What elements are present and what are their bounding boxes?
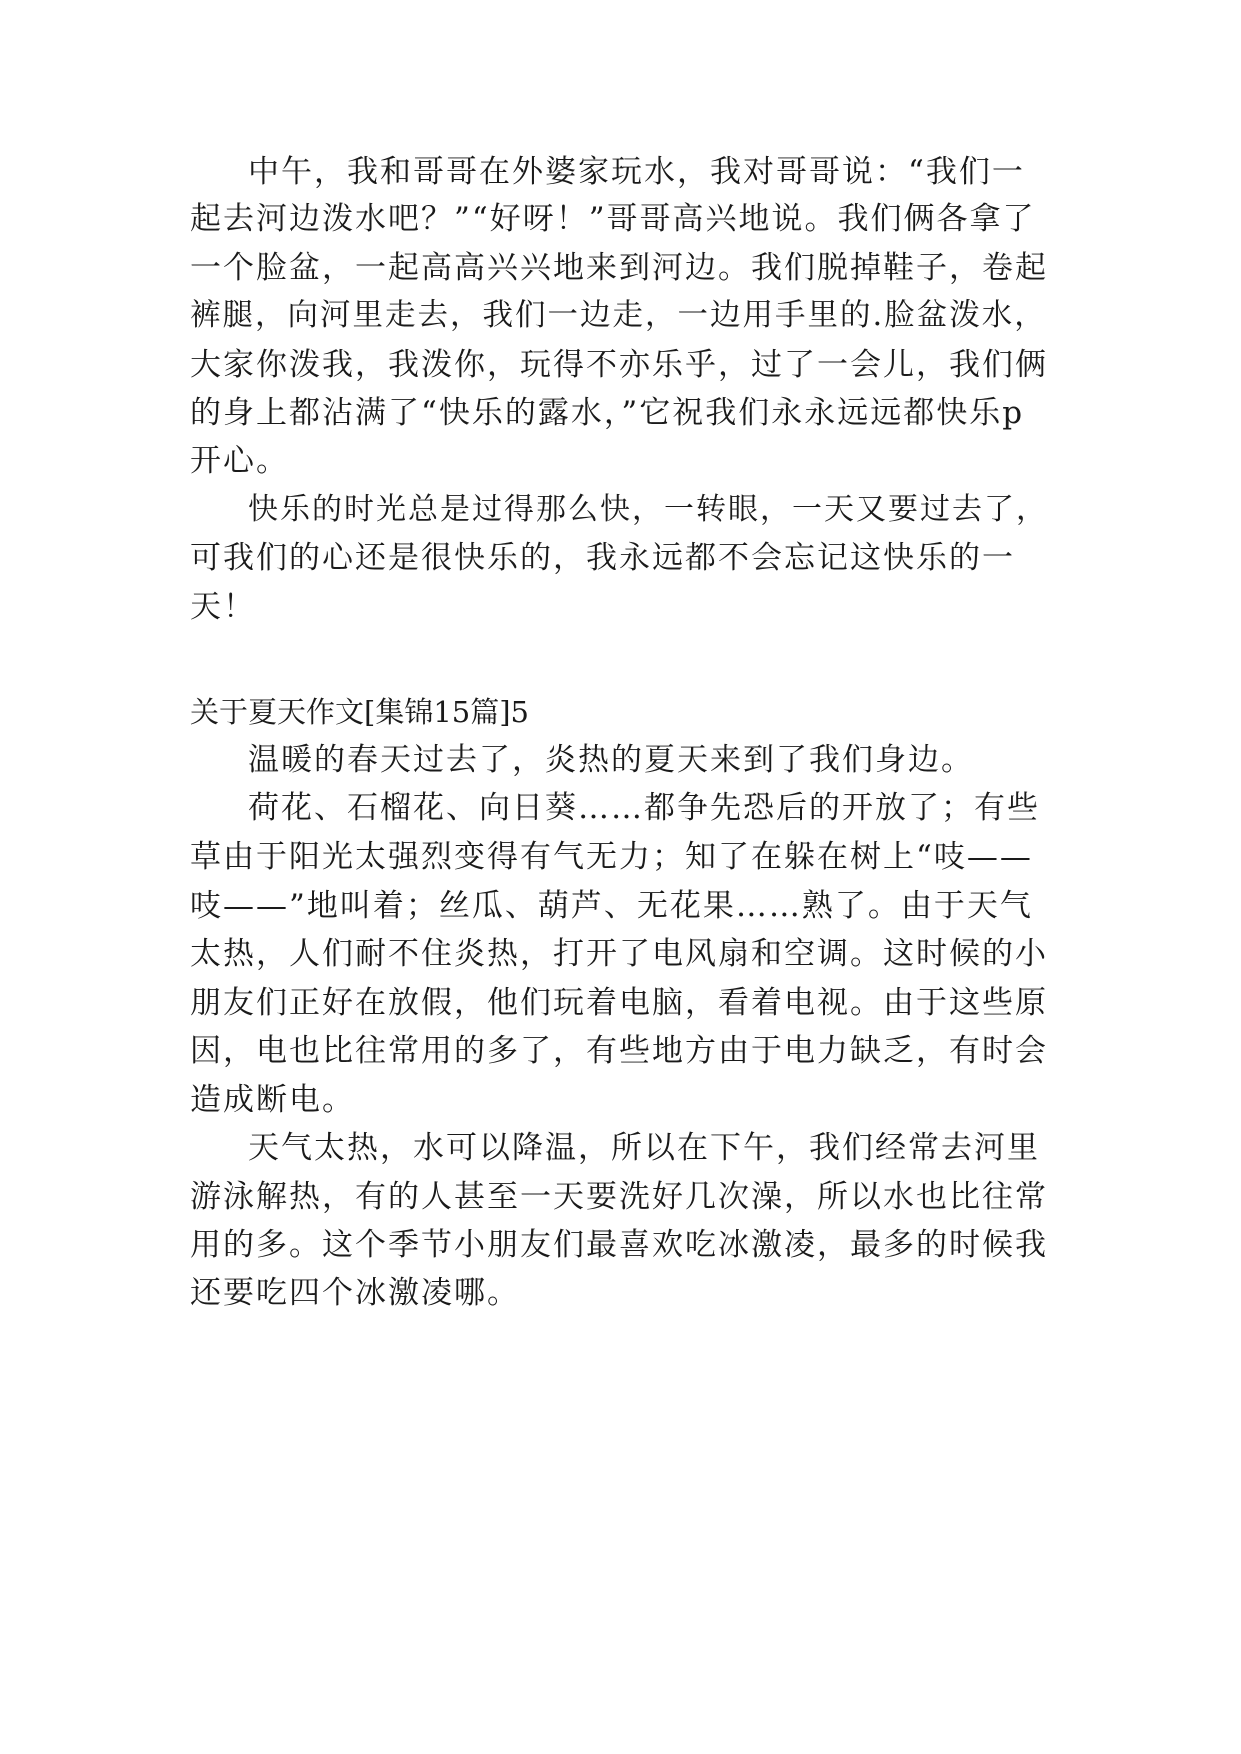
paragraph-line: 草由于阳光太强烈变得有气无力；知了在躲在树上“吱—— — [190, 839, 1033, 875]
paragraph-line: 天！ — [190, 589, 256, 625]
paragraph-line: 开心。 — [190, 443, 289, 479]
paragraph-line: 游泳解热，有的人甚至一天要洗好几次澡，所以水也比往常 — [190, 1179, 1048, 1215]
paragraph-line: 一个脸盆，一起高高兴兴地来到河边。我们脱掉鞋子，卷起 — [190, 250, 1048, 286]
paragraph-line: 快乐的时光总是过得那么快，一转眼，一天又要过去了， — [248, 492, 1048, 527]
paragraph-line: 造成断电。 — [190, 1082, 355, 1118]
paragraph-line: 可我们的心还是很快乐的，我永远都不会忘记这快乐的一 — [190, 540, 1015, 576]
paragraph-line: 还要吃四个冰激凌哪。 — [190, 1275, 520, 1311]
paragraph-line: 大家你泼我，我泼你，玩得不亦乐乎，过了一会儿，我们俩 — [190, 347, 1048, 383]
paragraph-line: 裤腿，向河里走去，我们一边走，一边用手里的.脸盆泼水， — [190, 298, 1047, 333]
paragraph-line: 的身上都沾满了“快乐的露水，”它祝我们永永远远都快乐p — [190, 395, 1025, 431]
paragraph-line: 太热，人们耐不住炎热，打开了电风扇和空调。这时候的小 — [190, 936, 1048, 972]
paragraph-line: 中午，我和哥哥在外婆家玩水，我对哥哥说：“我们一 — [248, 154, 1025, 190]
section-heading: 关于夏天作文[集锦15篇]5 — [190, 695, 529, 729]
paragraph-line: 吱——”地叫着；丝瓜、葫芦、无花果……熟了。由于天气 — [190, 888, 1033, 924]
paragraph-line: 朋友们正好在放假，他们玩着电脑，看着电视。由于这些原 — [190, 985, 1048, 1021]
paragraph-line: 荷花、石榴花、向日葵……都争先恐后的开放了；有些 — [248, 790, 1040, 826]
paragraph-line: 用的多。这个季节小朋友们最喜欢吃冰激凌，最多的时候我 — [190, 1227, 1048, 1263]
paragraph-line: 因，电也比往常用的多了，有些地方由于电力缺乏，有时会 — [190, 1033, 1048, 1069]
paragraph-line: 天气太热，水可以降温，所以在下午，我们经常去河里 — [248, 1130, 1040, 1166]
paragraph-line: 温暖的春天过去了，炎热的夏天来到了我们身边。 — [248, 742, 974, 778]
paragraph-line: 起去河边泼水吧？”“好呀！”哥哥高兴地说。我们俩各拿了 — [190, 201, 1036, 237]
